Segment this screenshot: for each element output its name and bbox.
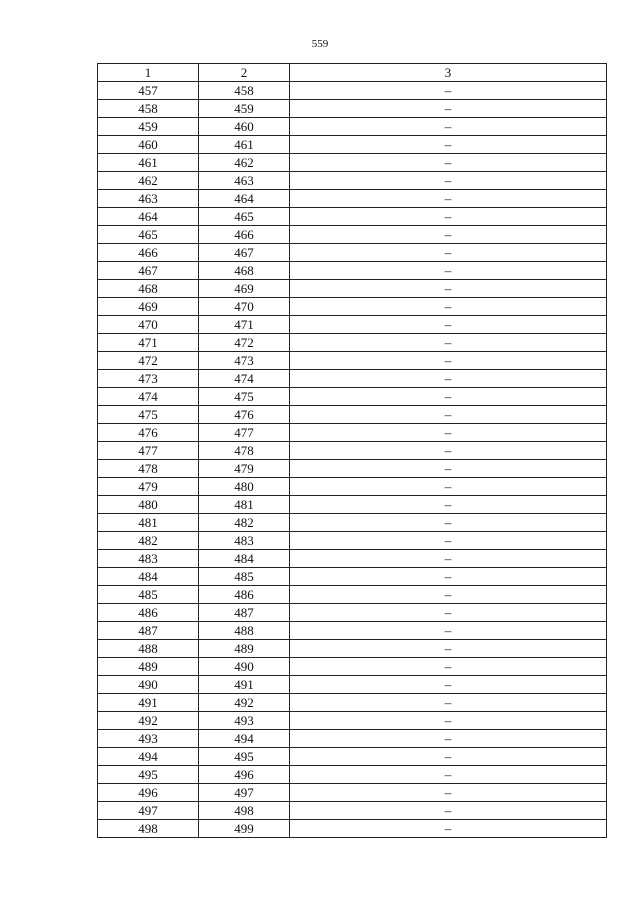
table-cell-col3: – [290,334,607,352]
table-row [98,406,607,424]
table-cell-col1: 494 [98,748,199,766]
table-cell-col3: – [290,586,607,604]
table-row [98,208,607,226]
table-cell-col2: 481 [199,496,290,514]
table-row [98,478,607,496]
table-cell-col3: – [290,190,607,208]
table-cell-col3: – [290,226,607,244]
table-cell-col3: – [290,298,607,316]
table-row [98,370,607,388]
table-cell-col2: 458 [199,82,290,100]
table-cell-col2: 469 [199,280,290,298]
table-row [98,802,607,820]
table-cell-col3: – [290,478,607,496]
table-cell-col1: 479 [98,478,199,496]
column-header-1: 1 [98,64,199,82]
table-cell-col2: 477 [199,424,290,442]
table-cell-col3: – [290,172,607,190]
table-cell-col2: 493 [199,712,290,730]
table-cell-col3: – [290,352,607,370]
table-cell-col3: – [290,604,607,622]
table-cell-col3: – [290,550,607,568]
table-cell-col1: 489 [98,658,199,676]
table-cell-col2: 488 [199,622,290,640]
table-row [98,442,607,460]
table-cell-col1: 470 [98,316,199,334]
table-cell-col2: 464 [199,190,290,208]
table-cell-col1: 482 [98,532,199,550]
table-cell-col2: 467 [199,244,290,262]
table-cell-col2: 463 [199,172,290,190]
table-cell-col2: 498 [199,802,290,820]
table-row [98,118,607,136]
table-cell-col3: – [290,568,607,586]
table-cell-col1: 478 [98,460,199,478]
table-cell-col2: 499 [199,820,290,838]
table-cell-col1: 460 [98,136,199,154]
table-cell-col3: – [290,658,607,676]
table-cell-col3: – [290,622,607,640]
table-cell-col1: 497 [98,802,199,820]
table-row [98,280,607,298]
table-cell-col1: 488 [98,640,199,658]
table-cell-col2: 468 [199,262,290,280]
table-cell-col2: 474 [199,370,290,388]
table-row [98,532,607,550]
table-cell-col3: – [290,820,607,838]
table-cell-col3: – [290,82,607,100]
table-cell-col1: 468 [98,280,199,298]
table-row [98,190,607,208]
table-cell-col3: – [290,118,607,136]
data-table [97,63,607,838]
table-row [98,262,607,280]
table-cell-col1: 480 [98,496,199,514]
table-row [98,568,607,586]
table-row [98,154,607,172]
column-header-3: 3 [290,64,607,82]
table-cell-col1: 475 [98,406,199,424]
table-body [98,82,607,838]
table-cell-col1: 466 [98,244,199,262]
table-cell-col2: 482 [199,514,290,532]
table-cell-col2: 487 [199,604,290,622]
table-cell-col1: 457 [98,82,199,100]
table-cell-col2: 476 [199,406,290,424]
table-cell-col3: – [290,496,607,514]
table-cell-col1: 463 [98,190,199,208]
table-cell-col1: 469 [98,298,199,316]
table-cell-col1: 461 [98,154,199,172]
table-row [98,424,607,442]
table-cell-col2: 480 [199,478,290,496]
table-cell-col2: 491 [199,676,290,694]
table-cell-col3: – [290,406,607,424]
table-row [98,244,607,262]
table-cell-col3: – [290,244,607,262]
table-cell-col3: – [290,640,607,658]
table-cell-col3: – [290,784,607,802]
table-row [98,352,607,370]
table-cell-col1: 495 [98,766,199,784]
table-row [98,316,607,334]
table-cell-col1: 464 [98,208,199,226]
table-cell-col2: 462 [199,154,290,172]
table-cell-col2: 495 [199,748,290,766]
table-cell-col2: 465 [199,208,290,226]
table-cell-col1: 471 [98,334,199,352]
table-cell-col1: 459 [98,118,199,136]
table-cell-col3: – [290,424,607,442]
table-cell-col3: – [290,766,607,784]
table-cell-col2: 483 [199,532,290,550]
table-cell-col1: 498 [98,820,199,838]
table-cell-col3: – [290,460,607,478]
table-row [98,388,607,406]
table-cell-col3: – [290,730,607,748]
page-number: 559 [311,38,329,50]
table-cell-col2: 459 [199,100,290,118]
column-header-2: 2 [199,64,290,82]
table-cell-col3: – [290,316,607,334]
table-cell-col1: 473 [98,370,199,388]
table-cell-col1: 484 [98,568,199,586]
table-cell-col2: 472 [199,334,290,352]
table-cell-col1: 487 [98,622,199,640]
table-cell-col3: – [290,676,607,694]
table-cell-col2: 471 [199,316,290,334]
table-row [98,226,607,244]
table-row [98,172,607,190]
table-cell-col3: – [290,208,607,226]
table-row [98,298,607,316]
table-cell-col2: 475 [199,388,290,406]
table-row [98,334,607,352]
table-cell-col3: – [290,694,607,712]
table-row [98,748,607,766]
table-cell-col2: 494 [199,730,290,748]
table-row [98,766,607,784]
table-row [98,460,607,478]
table-cell-col3: – [290,280,607,298]
table-cell-col3: – [290,514,607,532]
table-row [98,100,607,118]
table-row [98,586,607,604]
table-row [98,820,607,838]
table-cell-col2: 486 [199,586,290,604]
table-cell-col1: 493 [98,730,199,748]
table-cell-col2: 460 [199,118,290,136]
table-cell-col3: – [290,100,607,118]
table-cell-col1: 476 [98,424,199,442]
table-cell-col2: 492 [199,694,290,712]
table-row [98,622,607,640]
table-cell-col1: 492 [98,712,199,730]
table-cell-col1: 458 [98,100,199,118]
table-cell-col3: – [290,802,607,820]
table-cell-col1: 481 [98,514,199,532]
table-cell-col3: – [290,712,607,730]
table-row [98,730,607,748]
table-cell-col1: 490 [98,676,199,694]
table-row [98,550,607,568]
table-cell-col2: 489 [199,640,290,658]
table-cell-col3: – [290,532,607,550]
table-cell-col1: 467 [98,262,199,280]
table-cell-col3: – [290,262,607,280]
table-cell-col2: 497 [199,784,290,802]
table-cell-col2: 484 [199,550,290,568]
table-cell-col1: 496 [98,784,199,802]
table-cell-col1: 462 [98,172,199,190]
table-row [98,82,607,100]
table-cell-col1: 485 [98,586,199,604]
table-cell-col1: 486 [98,604,199,622]
table-cell-col2: 478 [199,442,290,460]
table-row [98,676,607,694]
table-row [98,712,607,730]
table-row [98,514,607,532]
table-cell-col3: – [290,136,607,154]
table-cell-col2: 485 [199,568,290,586]
table-cell-col3: – [290,154,607,172]
table-row [98,784,607,802]
table-cell-col3: – [290,370,607,388]
table-cell-col2: 466 [199,226,290,244]
table-row [98,604,607,622]
table-cell-col1: 472 [98,352,199,370]
table-cell-col2: 479 [199,460,290,478]
table-row [98,694,607,712]
table-cell-col1: 491 [98,694,199,712]
table-cell-col2: 473 [199,352,290,370]
table-cell-col1: 483 [98,550,199,568]
table-cell-col2: 496 [199,766,290,784]
table-cell-col2: 490 [199,658,290,676]
table-cell-col1: 465 [98,226,199,244]
table-cell-col3: – [290,442,607,460]
table-row [98,496,607,514]
table-cell-col1: 474 [98,388,199,406]
header-row [98,64,607,82]
table-cell-col3: – [290,388,607,406]
table-cell-col2: 470 [199,298,290,316]
table-row [98,640,607,658]
table-row [98,658,607,676]
table-cell-col3: – [290,748,607,766]
table-cell-col1: 477 [98,442,199,460]
table-cell-col2: 461 [199,136,290,154]
table-row [98,136,607,154]
